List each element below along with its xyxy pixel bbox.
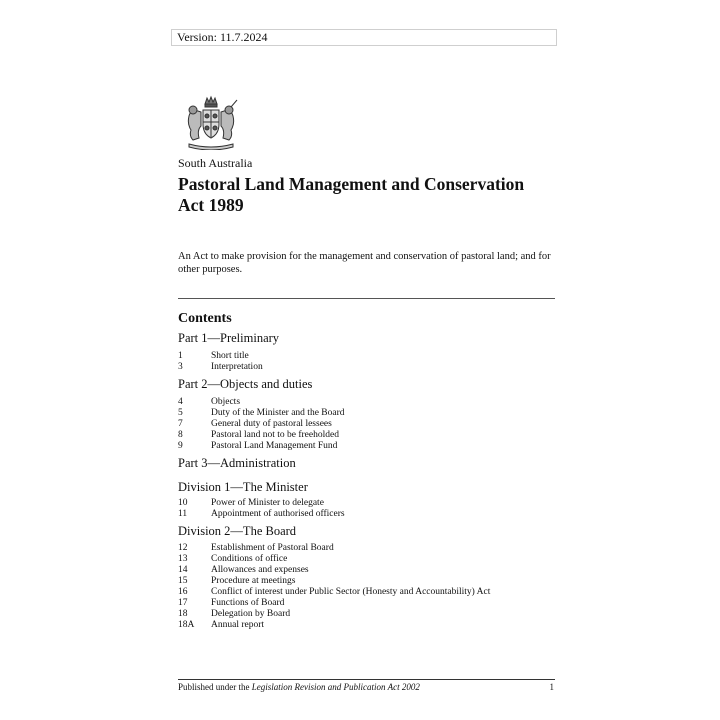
toc-entry-number: 18A (178, 620, 195, 630)
toc-entry-number: 14 (178, 565, 188, 575)
toc-entry-number: 16 (178, 587, 188, 597)
toc-entry-number: 3 (178, 362, 183, 372)
toc-entry-number: 13 (178, 554, 188, 564)
toc-entry-title: Conditions of office (211, 554, 288, 564)
act-title (178, 174, 558, 216)
footer-rule (178, 679, 555, 680)
toc-entry-number: 15 (178, 576, 188, 586)
toc-part-heading[interactable]: Part 2—Objects and duties (178, 377, 313, 391)
toc-entry[interactable] (178, 351, 249, 362)
toc-entry[interactable] (178, 498, 324, 509)
toc-entry-title: Conflict of interest under Public Sector (Honesty and Accountability) Act (211, 587, 491, 597)
toc-entry[interactable] (178, 598, 284, 609)
toc-entry[interactable] (178, 397, 240, 408)
toc-entry-title: Pastoral Land Management Fund (211, 441, 338, 451)
toc-entry-number: 17 (178, 598, 188, 608)
toc-entry-title: Power of Minister to delegate (211, 498, 324, 508)
toc-entry-title: Appointment of authorised officers (211, 509, 345, 519)
long-title: An Act to make provision for the management and conservation of pastoral land; and for other purposes. (178, 251, 551, 275)
toc-entry-title: Functions of Board (211, 598, 285, 608)
toc-entry[interactable] (178, 362, 263, 373)
toc-entry-number: 11 (178, 509, 188, 519)
toc-entry[interactable] (178, 430, 339, 441)
toc-entry-title: Annual report (211, 620, 265, 630)
toc-entry-title: Short title (211, 351, 249, 361)
toc-entry-title: General duty of pastoral lessees (211, 419, 332, 429)
toc-entry-number: 1 (178, 351, 183, 361)
toc-entry[interactable] (178, 565, 309, 576)
toc-entry-number: 7 (178, 419, 183, 429)
toc-entry-number: 18 (178, 609, 188, 619)
toc-entry[interactable] (178, 509, 345, 520)
toc-entry-title: Objects (211, 397, 241, 407)
toc-entry-title: Procedure at meetings (211, 576, 296, 586)
jurisdiction-label: South Australia (178, 156, 253, 170)
toc-entry[interactable] (178, 576, 295, 587)
toc-entry[interactable] (178, 441, 337, 452)
toc-entry-number: 10 (178, 498, 188, 508)
footer-published-act: Legislation Revision and Publication Act 2002 (251, 682, 420, 692)
toc-entry-number: 4 (178, 397, 183, 407)
contents-heading: Contents (178, 311, 232, 326)
coat-of-arms-icon (181, 94, 241, 150)
footer-published-prefix: Published under the (178, 682, 252, 692)
toc-entry[interactable] (178, 543, 334, 554)
toc-entry-number: 8 (178, 430, 183, 440)
act-title-line1: Pastoral Land Management and Conservation (178, 174, 525, 194)
version-label: Version: 11.7.2024 (171, 29, 557, 46)
toc-division-heading[interactable]: Division 2—The Board (178, 524, 297, 538)
toc-entry-title: Pastoral land not to be freeholded (211, 430, 339, 440)
toc-division-heading[interactable]: Division 1—The Minister (178, 480, 308, 494)
toc-entry-title: Duty of the Minister and the Board (211, 408, 345, 418)
toc-entry[interactable] (178, 554, 287, 565)
separator-rule (178, 298, 555, 299)
footer (178, 682, 554, 693)
toc-entry[interactable] (178, 609, 290, 620)
toc-part-heading[interactable]: Part 3—Administration (178, 456, 296, 470)
toc-part-heading[interactable]: Part 1—Preliminary (178, 331, 280, 345)
toc-entry-number: 12 (178, 543, 188, 553)
act-title-line2: Act 1989 (178, 195, 244, 215)
page-number: 1 (549, 682, 554, 692)
toc-entry-title: Allowances and expenses (211, 565, 309, 575)
toc-entry[interactable] (178, 587, 490, 598)
toc-entry-number: 9 (178, 441, 183, 451)
toc-entry-title: Establishment of Pastoral Board (211, 543, 334, 553)
toc-entry[interactable] (178, 419, 332, 430)
toc-entry[interactable] (178, 408, 345, 419)
toc-entry[interactable] (178, 620, 264, 631)
toc-entry-title: Delegation by Board (211, 609, 291, 619)
toc-entry-title: Interpretation (211, 362, 263, 372)
toc-entry-number: 5 (178, 408, 183, 418)
